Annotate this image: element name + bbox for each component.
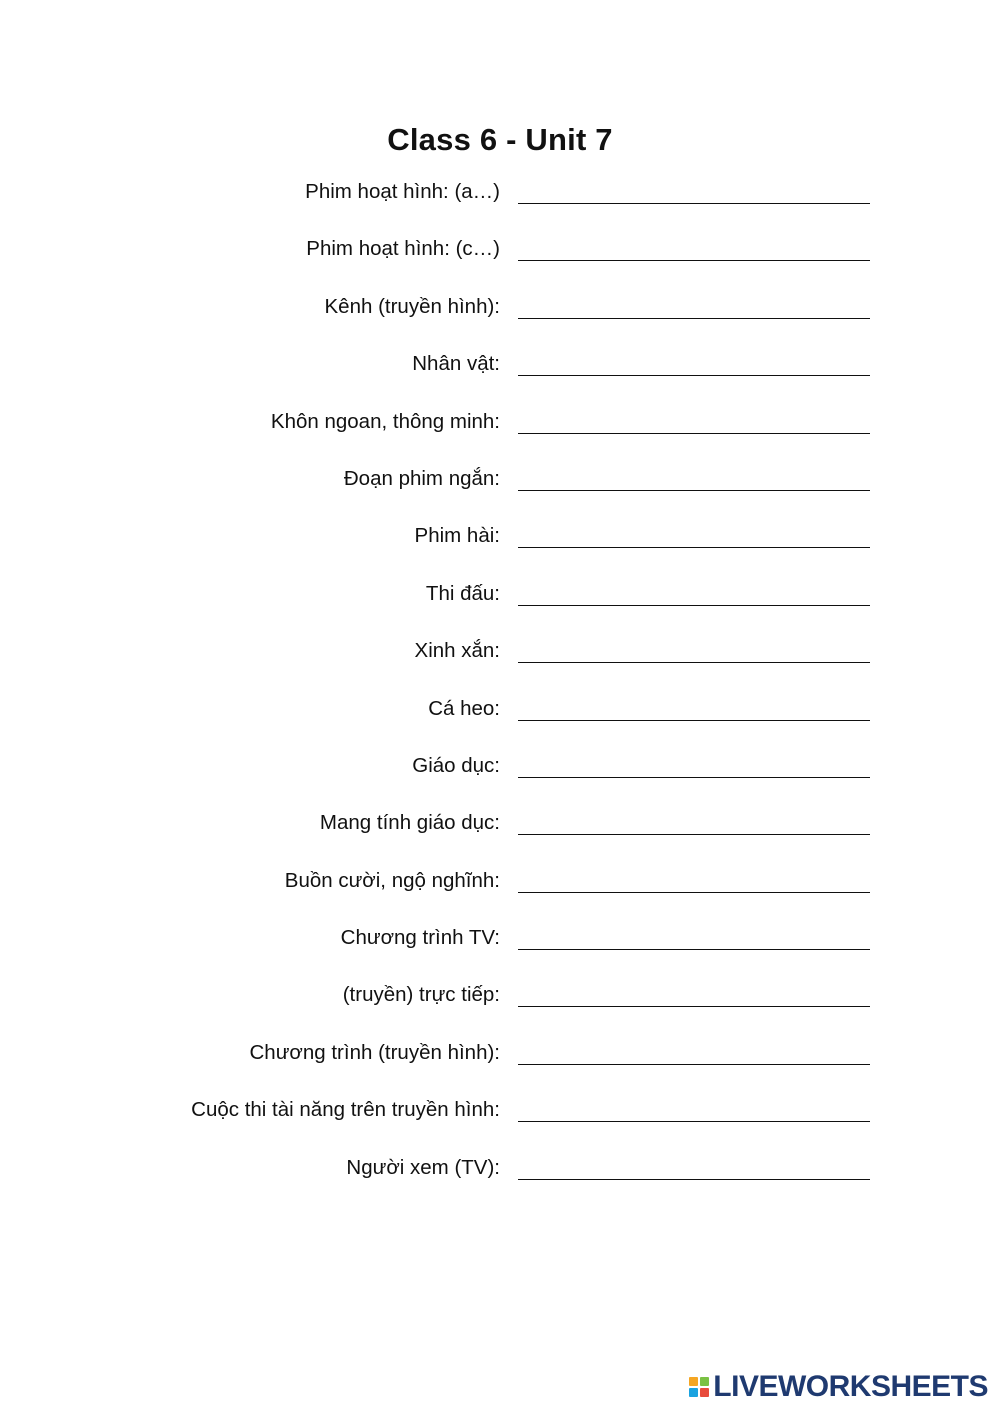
answer-underline xyxy=(518,260,870,261)
vocab-row xyxy=(0,572,1000,629)
liveworksheets-logo-icon xyxy=(689,1377,709,1397)
vocab-label: Xinh xắn: xyxy=(414,639,500,663)
vocab-row xyxy=(0,859,1000,916)
vocab-row xyxy=(0,514,1000,571)
vocab-label: Khôn ngoan, thông minh: xyxy=(270,409,500,433)
vocab-row xyxy=(0,687,1000,744)
answer-underline xyxy=(518,318,870,319)
answer-input[interactable] xyxy=(518,406,870,432)
vocab-row xyxy=(0,973,1000,1030)
answer-input[interactable] xyxy=(518,1094,870,1120)
logo-square xyxy=(700,1388,709,1397)
answer-underline xyxy=(518,777,870,778)
vocab-row xyxy=(0,285,1000,342)
vocab-row xyxy=(0,744,1000,801)
answer-input[interactable] xyxy=(518,463,870,489)
answer-input[interactable] xyxy=(518,922,870,948)
vocab-label: Buồn cười, ngộ nghĩnh: xyxy=(284,868,500,892)
answer-input[interactable] xyxy=(518,693,870,719)
vocab-label: Mang tính giáo dục: xyxy=(319,811,500,835)
vocab-row xyxy=(0,1088,1000,1145)
answer-input[interactable] xyxy=(518,291,870,317)
answer-underline xyxy=(518,662,870,663)
answer-input[interactable] xyxy=(518,578,870,604)
answer-underline xyxy=(518,1179,870,1180)
answer-underline xyxy=(518,203,870,204)
answer-underline xyxy=(518,1064,870,1065)
vocab-label: Chương trình (truyền hình): xyxy=(249,1040,500,1064)
answer-underline xyxy=(518,490,870,491)
answer-underline xyxy=(518,949,870,950)
vocab-label: Thi đấu: xyxy=(425,581,500,605)
answer-underline xyxy=(518,834,870,835)
vocab-row xyxy=(0,457,1000,514)
vocab-label: Chương trình TV: xyxy=(340,926,500,950)
vocab-row xyxy=(0,342,1000,399)
vocab-row xyxy=(0,1031,1000,1088)
vocab-label: Người xem (TV): xyxy=(346,1155,500,1179)
vocab-label: Giáo dục: xyxy=(412,753,500,777)
answer-underline xyxy=(518,720,870,721)
vocab-row xyxy=(0,170,1000,227)
vocab-label: Nhân vật: xyxy=(412,352,500,376)
vocab-label: Phim hài: xyxy=(414,524,500,548)
vocab-row xyxy=(0,400,1000,457)
answer-underline xyxy=(518,605,870,606)
vocab-row xyxy=(0,1146,1000,1203)
vocab-row xyxy=(0,227,1000,284)
answer-underline xyxy=(518,1006,870,1007)
vocab-label: (truyền) trực tiếp: xyxy=(342,983,500,1007)
vocab-label: Cuộc thi tài năng trên truyền hình: xyxy=(191,1098,500,1122)
answer-input[interactable] xyxy=(518,233,870,259)
vocab-row xyxy=(0,916,1000,973)
vocab-label: Cá heo: xyxy=(428,696,500,720)
vocab-row xyxy=(0,801,1000,858)
vocabulary-list xyxy=(0,170,1000,1203)
logo-square xyxy=(689,1377,698,1386)
vocab-label: Kênh (truyền hình): xyxy=(324,294,500,318)
liveworksheets-logo xyxy=(689,1370,988,1404)
logo-square xyxy=(700,1377,709,1386)
answer-input[interactable] xyxy=(518,750,870,776)
answer-input[interactable] xyxy=(518,865,870,891)
logo-square xyxy=(689,1388,698,1397)
answer-underline xyxy=(518,375,870,376)
answer-underline xyxy=(518,1121,870,1122)
answer-input[interactable] xyxy=(518,1037,870,1063)
answer-input[interactable] xyxy=(518,348,870,374)
answer-input[interactable] xyxy=(518,176,870,202)
answer-input[interactable] xyxy=(518,979,870,1005)
vocab-row xyxy=(0,629,1000,686)
answer-input[interactable] xyxy=(518,807,870,833)
answer-input[interactable] xyxy=(518,520,870,546)
liveworksheets-logo-text: LIVEWORKSHEETS xyxy=(713,1370,988,1403)
vocab-label: Đoạn phim ngắn: xyxy=(343,466,500,490)
answer-underline xyxy=(518,892,870,893)
answer-underline xyxy=(518,547,870,548)
vocab-label: Phim hoạt hình: (a…) xyxy=(305,180,500,203)
vocab-label: Phim hoạt hình: (c…) xyxy=(306,237,500,261)
answer-underline xyxy=(518,433,870,434)
answer-input[interactable] xyxy=(518,1152,870,1178)
answer-input[interactable] xyxy=(518,635,870,661)
page-title: Class 6 - Unit 7 xyxy=(387,122,613,157)
